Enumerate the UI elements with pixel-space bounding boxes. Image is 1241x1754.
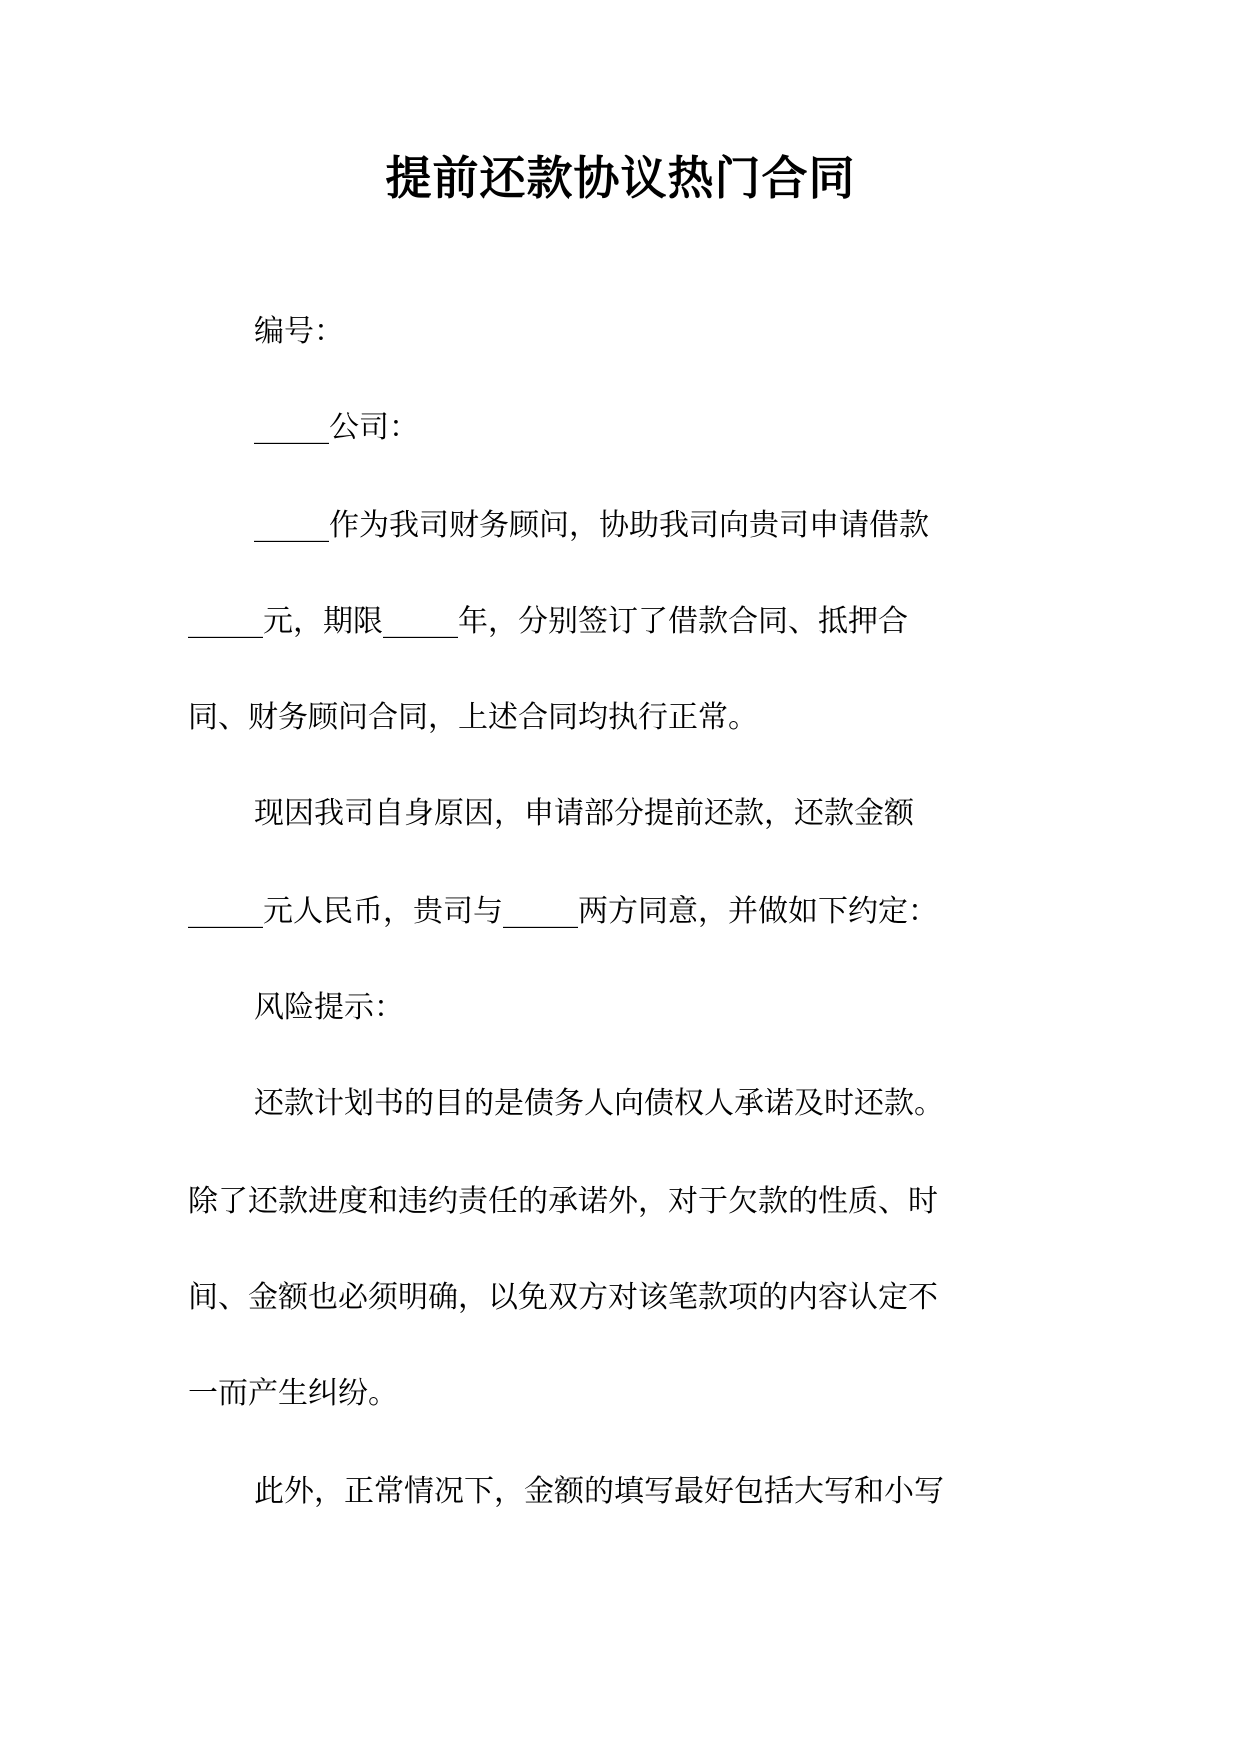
paragraph-line: 同、财务顾问合同，上述合同均执行正常。	[188, 700, 758, 735]
paragraph-line: _____元，期限_____年，分别签订了借款合同、抵押合	[188, 604, 908, 639]
paragraph-line: 还款计划书的目的是债务人向债权人承诺及时还款。	[254, 1086, 944, 1121]
document-title: 提前还款协议热门合同	[385, 151, 856, 205]
paragraph-line: 除了还款进度和违约责任的承诺外，对于欠款的性质、时	[188, 1184, 938, 1219]
contract-number-label: 编号：	[254, 314, 344, 349]
paragraph-line: _____作为我司财务顾问，协助我司向贵司申请借款	[254, 508, 929, 543]
addressee-line: _____公司：	[254, 410, 419, 445]
paragraph-line: _____元人民币，贵司与_____两方同意，并做如下约定：	[188, 894, 938, 929]
paragraph-line: 现因我司自身原因，申请部分提前还款，还款金额	[254, 796, 914, 831]
paragraph-line: 间、金额也必须明确，以免双方对该笔款项的内容认定不	[188, 1280, 938, 1315]
risk-notice-heading: 风险提示：	[254, 990, 404, 1025]
paragraph-line: 一而产生纠纷。	[188, 1376, 398, 1411]
paragraph-line: 此外，正常情况下，金额的填写最好包括大写和小写	[254, 1474, 944, 1509]
